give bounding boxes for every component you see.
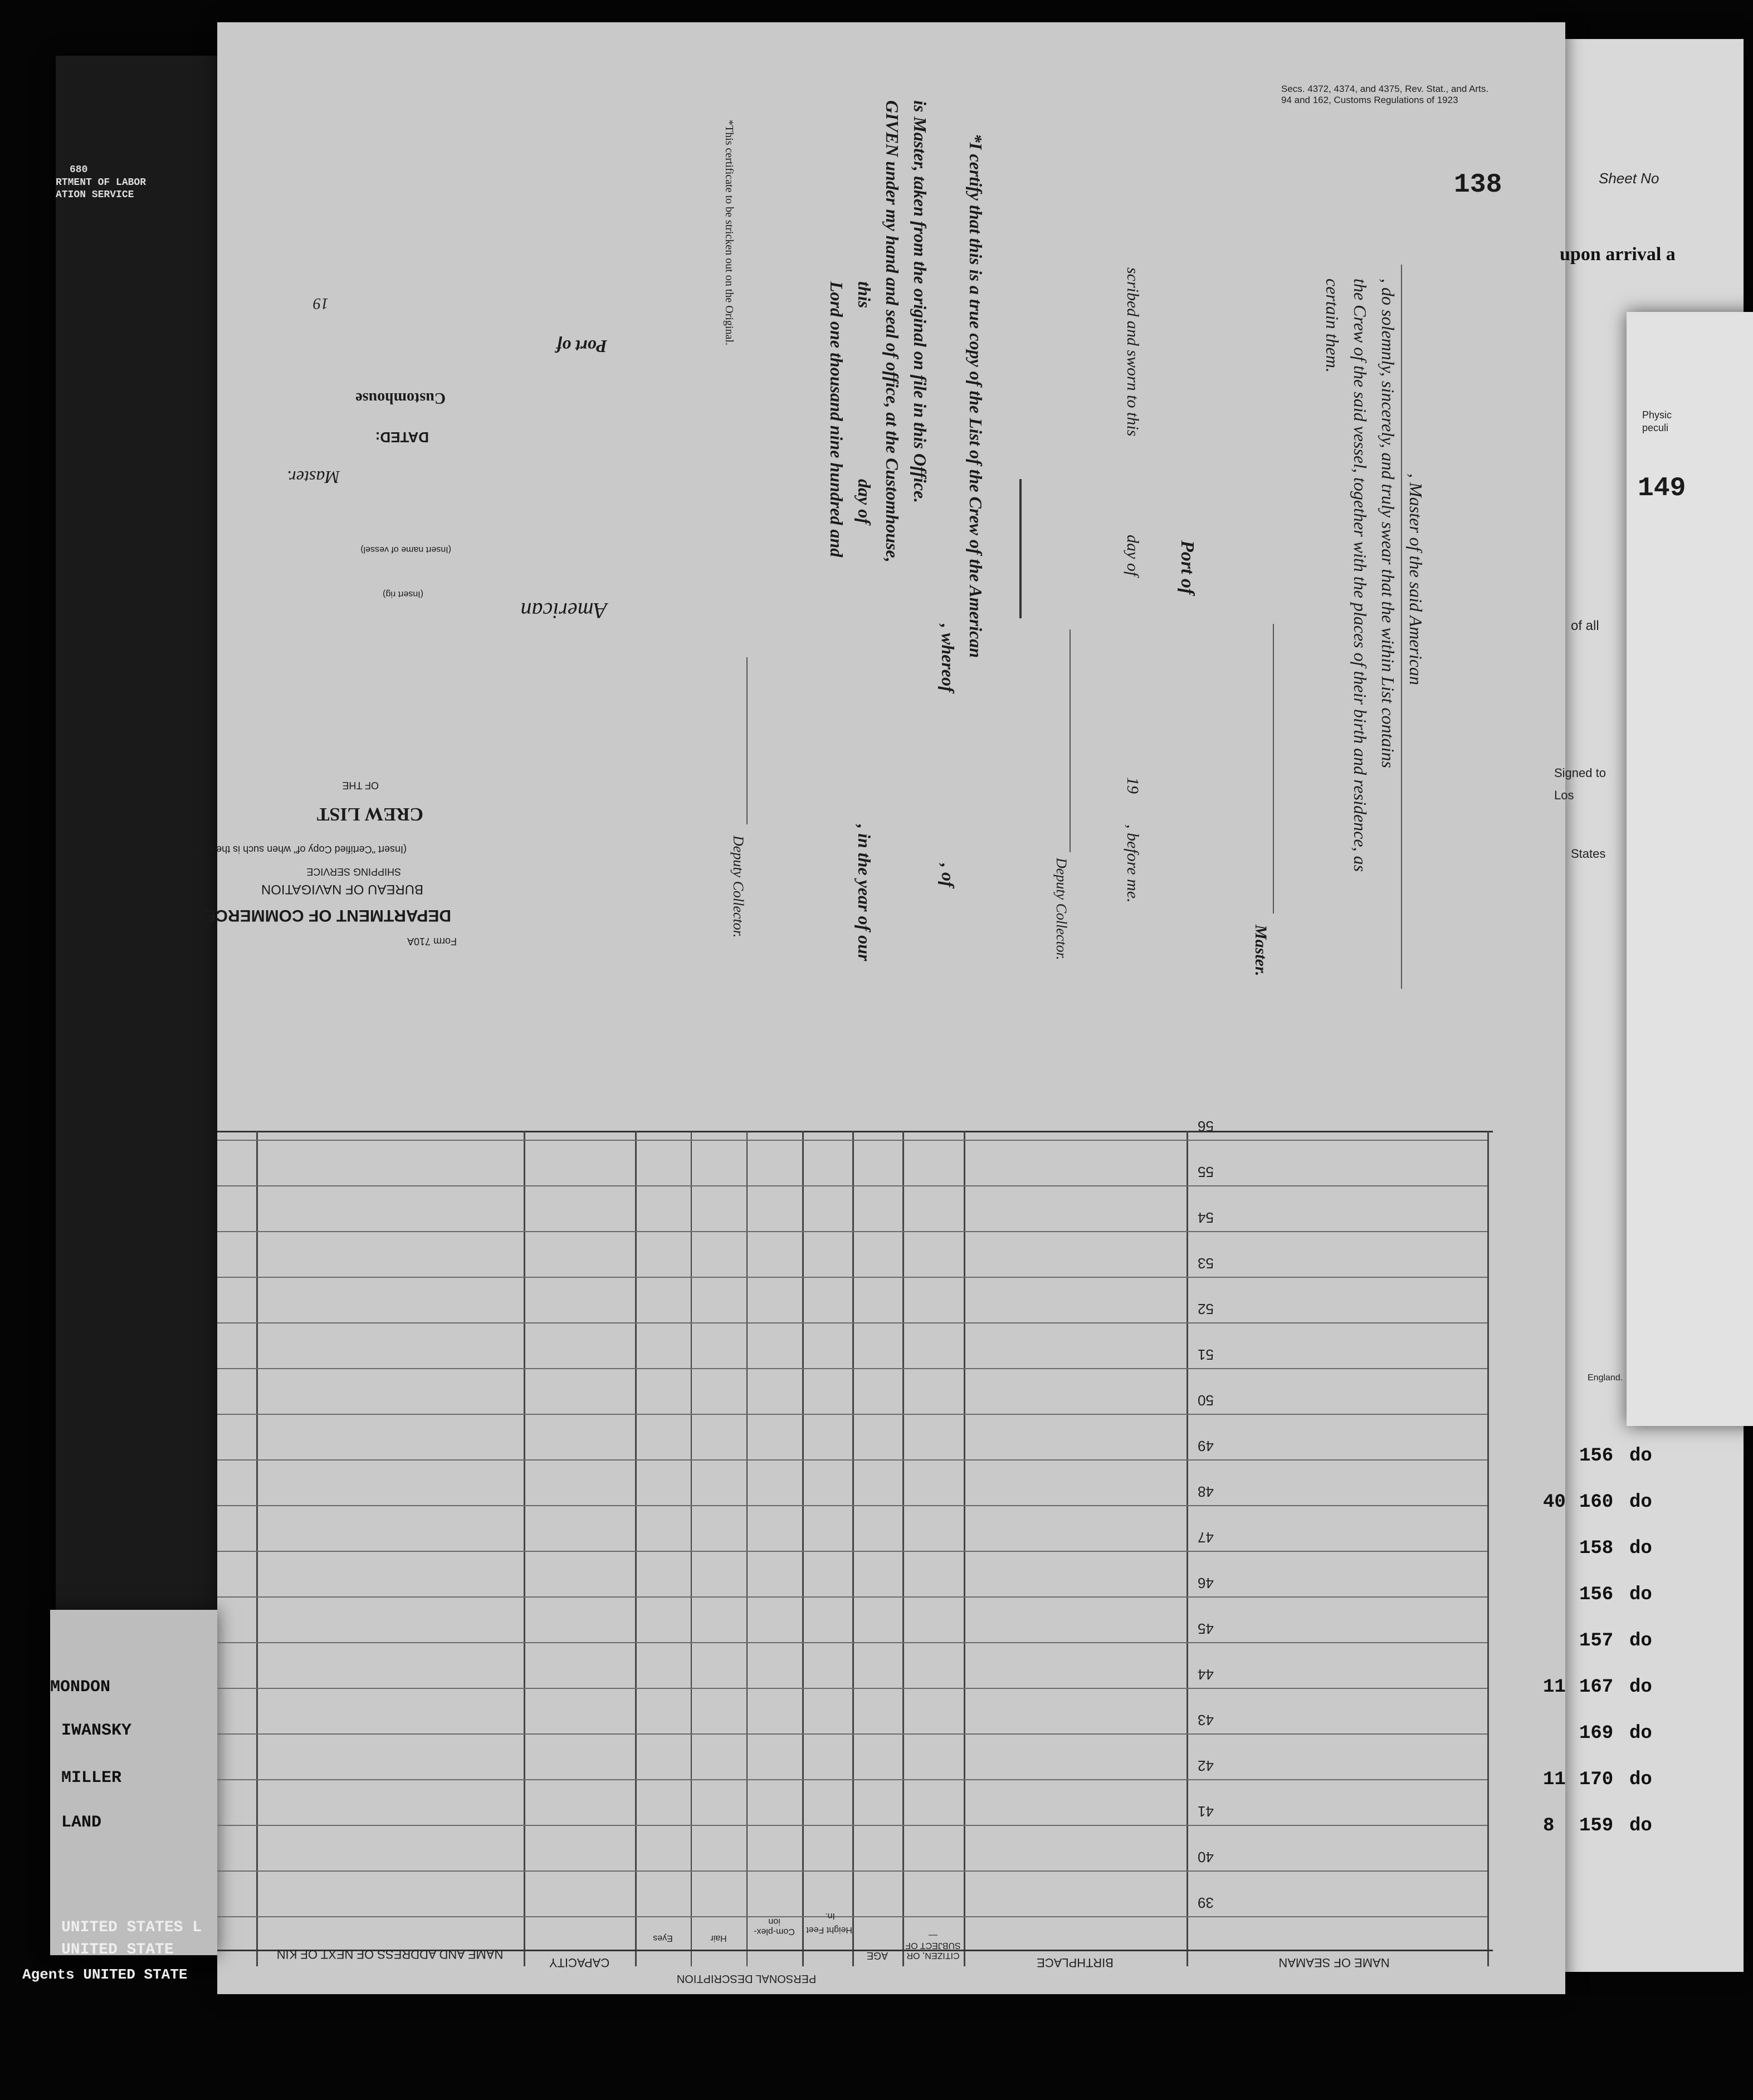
form-number: Form 710A xyxy=(407,936,457,947)
name-miller: MILLER xyxy=(61,1769,122,1788)
cert-lord: Lord one thousand nine hundred and xyxy=(827,281,847,558)
table-row-line xyxy=(217,1185,1487,1186)
row-number: 51 xyxy=(1198,1346,1214,1363)
statute-reference: Secs. 4372, 4374, and 4375, Rev. Stat., and Arts. 94 and 162, Customs Regulations of 1923 xyxy=(1281,84,1489,105)
seal-line xyxy=(1019,479,1022,618)
upon-arrival-text: upon arrival a xyxy=(1560,244,1676,265)
oath-ascertain: certain them. xyxy=(1322,279,1342,373)
oath-subscribed: scribed and sworn to this xyxy=(1124,267,1142,437)
name-mondon: MONDON xyxy=(50,1678,111,1697)
header-birthplace: BIRTHPLACE xyxy=(1037,1956,1114,1970)
row-number: 39 xyxy=(1198,1894,1214,1911)
department-title: DEPARTMENT OF COMMERCE xyxy=(204,906,451,925)
cover-title: CREW LIST xyxy=(316,804,423,824)
header-age: AGE xyxy=(867,1950,888,1961)
header-eyes: Eyes xyxy=(653,1933,673,1943)
oath-year: 19 xyxy=(1124,777,1142,794)
right-label-los: Los xyxy=(1554,788,1574,802)
cert-of: , of xyxy=(938,863,958,887)
cert-this: this xyxy=(854,281,875,309)
cover-dated: DATED: xyxy=(375,429,429,446)
row-number: 52 xyxy=(1198,1301,1214,1317)
cert-in-year: , in the year of our xyxy=(854,824,875,961)
right-lead-digit: 11 xyxy=(1543,1769,1566,1790)
right-label-physic: Physic xyxy=(1642,409,1672,421)
col-divider-capacity xyxy=(524,1131,525,1966)
col-divider-citizen xyxy=(902,1131,904,1966)
united-states-line1: UNITED STATES L xyxy=(61,1919,202,1936)
table-row-line xyxy=(217,1505,1487,1506)
header-height-feet: Height Feet xyxy=(806,1925,852,1935)
table-row-line xyxy=(217,1871,1487,1872)
oath-solemnly: , do solemnly, sincerely, and truly swear that the within List contains xyxy=(1378,279,1398,768)
oath-day-of: day of xyxy=(1124,535,1142,577)
united-states-line3: Agents UNITED STATE xyxy=(22,1966,188,1983)
header-complexion: Com-plex-ion xyxy=(754,1917,795,1936)
table-row-line xyxy=(217,1733,1487,1735)
table-row-line xyxy=(217,1825,1487,1826)
right-height-value: 158 xyxy=(1579,1538,1614,1559)
row-number: 42 xyxy=(1198,1757,1214,1774)
corner-service: ATION SERVICE xyxy=(56,189,134,201)
oath-port-of: Port of xyxy=(1177,540,1198,595)
table-row-line xyxy=(217,1322,1487,1324)
cert-deputy-line xyxy=(746,657,748,824)
right-ditto: do xyxy=(1629,1445,1652,1467)
right-label-peculi: peculi xyxy=(1642,422,1669,433)
cover-insert-note: (Insert "Certified Copy of" when such is the case) xyxy=(189,844,407,855)
right-height-value: 167 xyxy=(1579,1677,1614,1698)
right-height-value: 156 xyxy=(1579,1584,1614,1605)
table-row-line xyxy=(217,1231,1487,1232)
right-height-value: 169 xyxy=(1579,1723,1614,1744)
cover-insert-vessel: (Insert name of vessel) xyxy=(360,545,451,554)
right-lead-digit: 8 xyxy=(1543,1815,1555,1837)
row-number: 54 xyxy=(1198,1209,1214,1226)
header-citizen: CITIZEN, OR SUBJECT OF— xyxy=(905,1931,961,1960)
header-hair: Hair xyxy=(710,1933,727,1943)
col-divider-kin xyxy=(256,1131,258,1966)
cover-port-of: Port of xyxy=(556,336,607,356)
row-number: 45 xyxy=(1198,1620,1214,1637)
row-number: 47 xyxy=(1198,1529,1214,1546)
right-label-england: England. xyxy=(1588,1373,1623,1383)
table-row-line xyxy=(217,1459,1487,1461)
cert-line1: *I certify that this is a true copy of the List of the Crew of the American xyxy=(966,134,986,658)
oath-deputy-collector: Deputy Collector. xyxy=(1053,858,1070,960)
united-states-line2: UNITED STATE xyxy=(61,1941,174,1959)
master-sign-line xyxy=(1273,624,1274,914)
table-row-line xyxy=(217,1688,1487,1689)
cover-master: Master. xyxy=(286,467,340,487)
table-row-line xyxy=(217,1916,1487,1917)
cover-american: American xyxy=(520,598,607,623)
cert-deputy-collector: Deputy Collector. xyxy=(730,836,746,938)
cert-line3: is Master, taken from the original on file in this Office. xyxy=(910,100,930,504)
oath-master-signature: Master. xyxy=(1252,925,1270,976)
cert-footnote: *This certificate to be stricken out on the Original. xyxy=(723,120,735,345)
row-number: 48 xyxy=(1198,1483,1214,1500)
row-number: 44 xyxy=(1198,1666,1214,1683)
cert-line4: GIVEN under my hand and seal of office, at the Customhouse, xyxy=(882,100,902,563)
table-row-line xyxy=(217,1368,1487,1369)
right-lead-digit: 11 xyxy=(1543,1677,1566,1698)
col-divider-name xyxy=(1186,1131,1188,1966)
col-divider-age xyxy=(852,1131,854,1966)
table-row-line xyxy=(217,1596,1487,1598)
col-divider-right xyxy=(1487,1131,1489,1966)
right-height-value: 170 xyxy=(1579,1769,1614,1790)
right-height-value: 159 xyxy=(1579,1815,1614,1837)
header-capacity: CAPACITY xyxy=(549,1956,610,1970)
right-height-value: 160 xyxy=(1579,1492,1614,1513)
right-ditto: do xyxy=(1629,1677,1652,1698)
right-ditto: do xyxy=(1629,1538,1652,1559)
right-ditto: do xyxy=(1629,1769,1652,1790)
right-ditto: do xyxy=(1629,1723,1652,1744)
table-top-border xyxy=(217,1131,1493,1132)
corner-dept-labor: RTMENT OF LABOR xyxy=(56,177,147,188)
cover-of-the: OF THE xyxy=(342,780,379,791)
right-height-value: 157 xyxy=(1579,1630,1614,1652)
table-row-line xyxy=(217,1779,1487,1780)
page-number: 138 xyxy=(1454,170,1502,200)
right-ditto: do xyxy=(1629,1492,1652,1513)
header-personal-description: PERSONAL DESCRIPTION xyxy=(676,1972,817,1985)
service-title: SHIPPING SERVICE xyxy=(306,866,401,877)
name-iwansky: IWANSKY xyxy=(61,1721,132,1740)
row-number: 41 xyxy=(1198,1803,1214,1820)
header-next-of-kin: NAME AND ADDRESS OF NEXT OF KIN xyxy=(276,1947,504,1961)
cover-insert-rig: (Insert rig) xyxy=(383,589,423,599)
row-number: 56 xyxy=(1198,1118,1214,1135)
col-divider-complexion xyxy=(746,1131,748,1966)
right-ditto: do xyxy=(1629,1584,1652,1605)
table-row-line xyxy=(217,1642,1487,1643)
header-name-of-seaman: NAME OF SEAMAN xyxy=(1278,1956,1390,1970)
oath-master-of: , Master of the said American xyxy=(1406,473,1426,685)
name-land: LAND xyxy=(61,1813,102,1832)
row-number: 40 xyxy=(1198,1849,1214,1865)
right-label-states: States xyxy=(1571,847,1606,861)
col-divider-eyes xyxy=(635,1131,637,1966)
table-row-line xyxy=(217,1551,1487,1552)
cover-customhouse: Customhouse xyxy=(355,389,446,407)
row-number: 50 xyxy=(1198,1392,1214,1409)
row-number: 46 xyxy=(1198,1575,1214,1591)
right-label-of-all: of all xyxy=(1571,618,1599,633)
right-ditto: do xyxy=(1629,1815,1652,1837)
deputy-sign-line xyxy=(1070,629,1071,852)
corner-number: 680 xyxy=(70,164,88,175)
right-label-signed: Signed to xyxy=(1554,766,1606,780)
oath-before-me: , before me. xyxy=(1124,824,1142,903)
col-divider-birthplace xyxy=(964,1131,965,1966)
oath-sign-line xyxy=(1401,265,1402,989)
table-row-line xyxy=(217,1414,1487,1415)
row-number: 55 xyxy=(1198,1164,1214,1180)
oath-crew-line: the Crew of the said vessel, together with the places of their birth and residence, as xyxy=(1350,279,1370,872)
cover-year-prefix: 19 xyxy=(313,295,329,312)
right-height-value: 156 xyxy=(1579,1445,1614,1467)
table-row-line xyxy=(217,1277,1487,1278)
row-number: 53 xyxy=(1198,1255,1214,1272)
col-divider-height xyxy=(802,1131,804,1966)
sheet-label: Sheet No xyxy=(1599,170,1659,187)
row-number: 49 xyxy=(1198,1438,1214,1454)
right-page-number: 149 xyxy=(1638,473,1686,504)
bureau-title: BUREAU OF NAVIGATION xyxy=(261,882,423,897)
right-lead-digit: 40 xyxy=(1543,1492,1566,1513)
col-divider-hair xyxy=(691,1131,692,1966)
header-height-in: In. xyxy=(825,1911,835,1921)
right-ditto: do xyxy=(1629,1630,1652,1652)
table-row-line xyxy=(217,1140,1487,1141)
row-number: 43 xyxy=(1198,1712,1214,1728)
cert-day-of: day of xyxy=(854,479,875,524)
cert-whereof: , whereof xyxy=(938,624,958,692)
